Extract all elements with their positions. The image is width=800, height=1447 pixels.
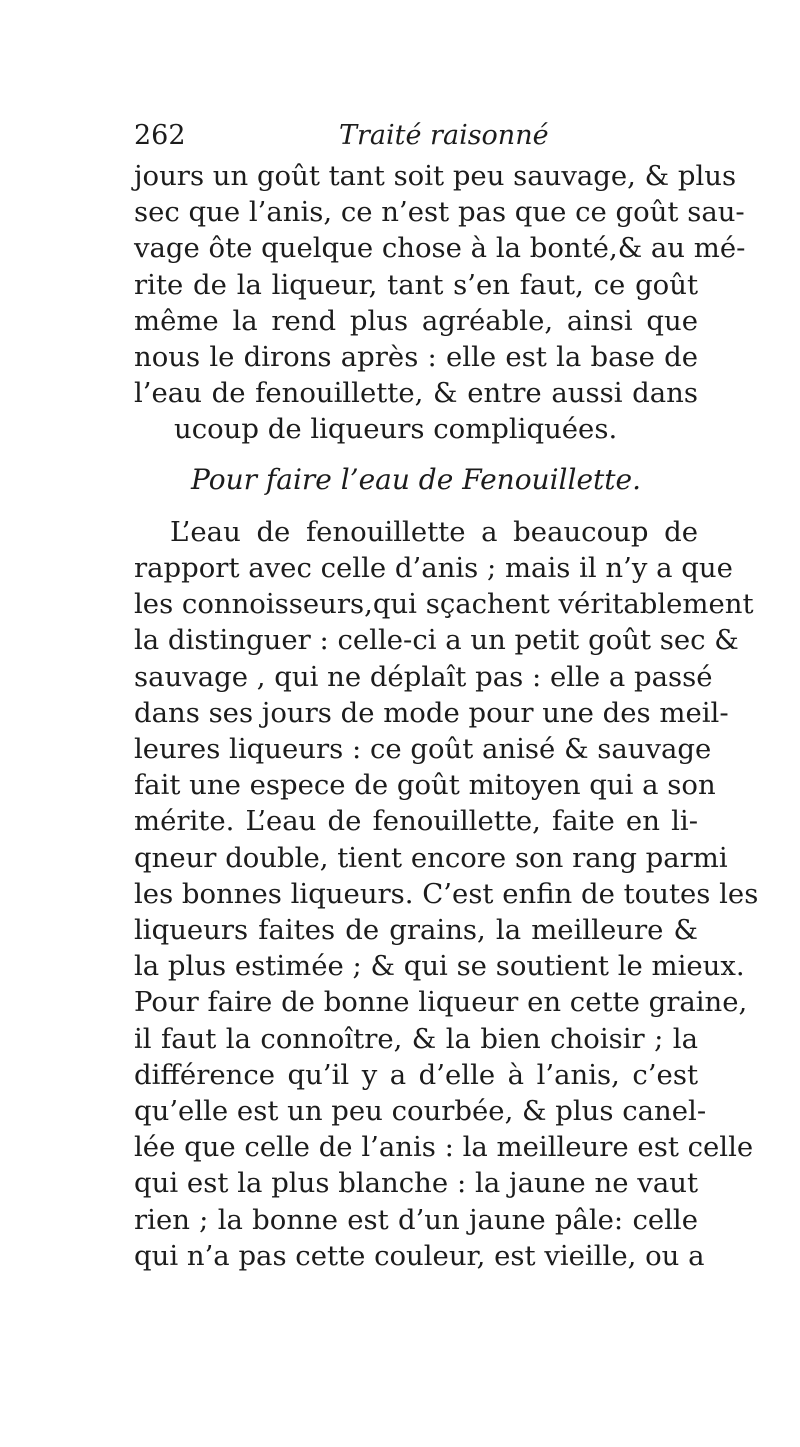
text-line: L’eau de fenouillette a beaucoup de (170, 515, 698, 548)
text-line: nous le dirons après : elle est la base de (134, 341, 698, 374)
text-line: qu’elle est un peu courbée, & plus canel- (134, 1095, 707, 1128)
text-line: dans ses jours de mode pour une des meil- (134, 696, 729, 729)
text-line: les bonnes liqueurs. C’est enfin de toutes les (134, 877, 759, 910)
text-line: vage ôte quelque chose à la bonté,& au mé- (134, 232, 746, 265)
paragraph-continued (134, 158, 746, 448)
text-line: différence qu’il y a d’elle à l’anis, c’est (134, 1058, 698, 1091)
text-line: la plus estimée ; & qui se soutient le mieux. (134, 950, 745, 983)
text-line: liqueurs faites de grains, la meilleure & (134, 914, 698, 947)
text-line: lée que celle de l’anis : la meilleure est celle (134, 1131, 754, 1164)
running-title: Traité raisonné (339, 120, 549, 151)
text-line: qneur double, tient encore son rang parmi (134, 841, 728, 874)
text-line: rapport avec celle d’anis ; mais il n’y a que (134, 552, 733, 585)
text-line: la distinguer : celle-ci a un petit goût sec & (134, 624, 739, 657)
text-line: jours un goût tant soit peu sauvage, & plus (134, 160, 737, 192)
text-line: même la rend plus agréable, ainsi que (134, 304, 698, 337)
text-line: ucoup de liqueurs compliquées. (174, 413, 618, 446)
text-line: il faut la connoître, & la bien choisir ; la (134, 1022, 698, 1055)
body-text (134, 158, 759, 1274)
text-line: fait une espece de goût mitoyen qui a son (134, 769, 716, 802)
paragraph (134, 514, 759, 1274)
text-line: qui n’a pas cette couleur, est vieille, ou a (134, 1239, 705, 1272)
page-number: 262 (134, 120, 186, 151)
text-line: leures liqueurs : ce goût anisé & sauvage (134, 733, 712, 766)
text-line: sec que l’anis, ce n’est pas que ce goût sau- (134, 196, 745, 229)
text-line: qui est la plus blanche : la jaune ne vaut (134, 1167, 698, 1200)
section-heading: Pour faire l’eau de Fenouillette. (191, 462, 641, 496)
text-line: rite de la liqueur, tant s’en faut, ce goût (134, 268, 698, 301)
text-line: mérite. L’eau de fenouillette, faite en li- (134, 805, 698, 838)
page-header (134, 120, 694, 156)
text-line: Pour faire de bonne liqueur en cette graine, (134, 986, 748, 1019)
text-line: les connoisseurs,qui sçachent véritablement (134, 588, 754, 621)
text-line: l’eau de fenouillette, & entre aussi dans (134, 377, 698, 410)
text-line: rien ; la bonne est d’un jaune pâle: celle (134, 1203, 698, 1236)
text-line: sauvage , qui ne déplaît pas : elle a passé (134, 660, 713, 693)
